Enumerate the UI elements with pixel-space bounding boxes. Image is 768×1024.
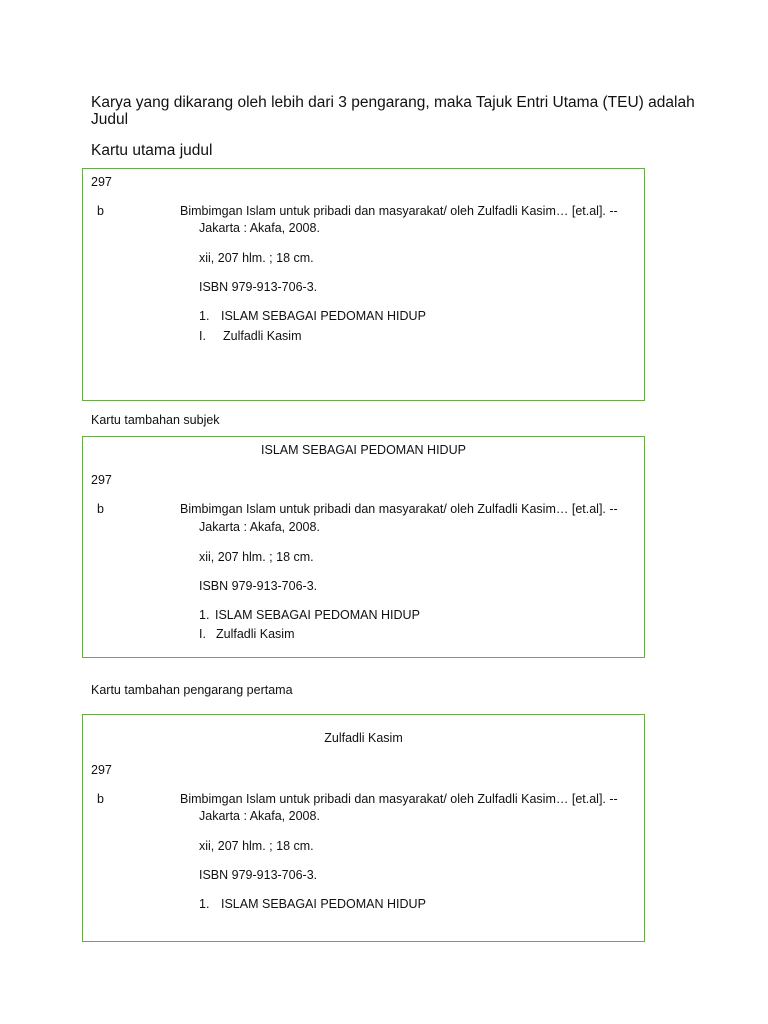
catalog-card-subject (82, 436, 645, 658)
tracing-author: Zulfadli Kasim (216, 627, 295, 641)
title-statement: Bimbimgan Islam untuk pribadi dan masyarakat/ oleh Zulfadli Kasim… [et.al]. -- (180, 204, 618, 218)
tracing-number: 1. (199, 897, 210, 911)
publication-line: Jakarta : Akafa, 2008. (199, 520, 320, 534)
cutter-number: b (97, 792, 104, 806)
collation-line: xii, 207 hlm. ; 18 cm. (199, 839, 314, 853)
intro-paragraph: Karya yang dikarang oleh lebih dari 3 pengarang, maka Tajuk Entri Utama (TEU) adalah Judul (91, 94, 695, 128)
collation-line: xii, 207 hlm. ; 18 cm. (199, 550, 314, 564)
call-number: 297 (91, 175, 112, 189)
tracing-subject: ISLAM SEBAGAI PEDOMAN HIDUP (221, 309, 426, 323)
call-number: 297 (91, 763, 112, 777)
catalog-card-main (82, 168, 645, 401)
tracing-author: Zulfadli Kasim (223, 329, 302, 343)
title-statement: Bimbimgan Islam untuk pribadi dan masyarakat/ oleh Zulfadli Kasim… [et.al]. -- (180, 502, 618, 516)
card-heading: ISLAM SEBAGAI PEDOMAN HIDUP (261, 443, 466, 457)
tracing-number: I. (199, 329, 206, 343)
publication-line: Jakarta : Akafa, 2008. (199, 809, 320, 823)
tracing-number: I. (199, 627, 206, 641)
tracing-subject: ISLAM SEBAGAI PEDOMAN HIDUP (221, 897, 426, 911)
section-title-subject-card: Kartu tambahan subjek (91, 413, 220, 427)
section-title-main-card: Kartu utama judul (91, 142, 213, 159)
publication-line: Jakarta : Akafa, 2008. (199, 221, 320, 235)
isbn-line: ISBN 979-913-706-3. (199, 579, 318, 593)
tracing-number: 1. (199, 309, 210, 323)
call-number: 297 (91, 473, 112, 487)
collation-line: xii, 207 hlm. ; 18 cm. (199, 251, 314, 265)
cutter-number: b (97, 502, 104, 516)
title-statement: Bimbimgan Islam untuk pribadi dan masyarakat/ oleh Zulfadli Kasim… [et.al]. -- (180, 792, 618, 806)
tracing-subject: ISLAM SEBAGAI PEDOMAN HIDUP (215, 608, 420, 622)
isbn-line: ISBN 979-913-706-3. (199, 868, 318, 882)
tracing-number: 1. (199, 608, 210, 622)
cutter-number: b (97, 204, 104, 218)
card-heading: Zulfadli Kasim (324, 731, 403, 745)
section-title-author-card: Kartu tambahan pengarang pertama (91, 683, 293, 697)
catalog-card-author (82, 714, 645, 942)
isbn-line: ISBN 979-913-706-3. (199, 280, 318, 294)
